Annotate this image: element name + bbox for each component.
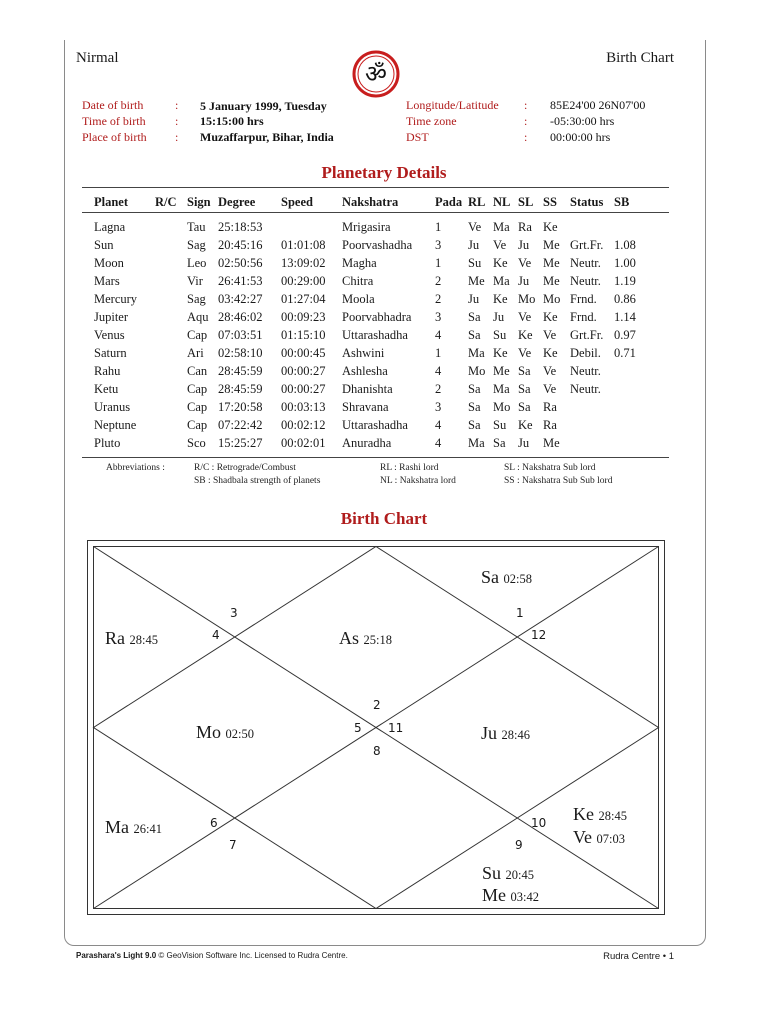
planet-venus: Ve 07:03 bbox=[573, 827, 625, 847]
house-number: 9 bbox=[515, 838, 523, 852]
table-cell: Mo bbox=[543, 291, 561, 306]
house-number: 6 bbox=[210, 816, 218, 830]
table-cell bbox=[155, 326, 187, 344]
table-bottom-rule bbox=[82, 457, 669, 458]
table-cell: Ke bbox=[518, 327, 533, 342]
house-number: 3 bbox=[230, 606, 238, 620]
license-text: © GeoVision Software Inc. Licensed to Rudra Centre. bbox=[156, 951, 348, 960]
separator: : bbox=[175, 98, 179, 112]
abbr-sb: SB : Shadbala strength of planets bbox=[194, 476, 321, 486]
planetary-details-title: Planetary Details bbox=[321, 163, 447, 182]
table-cell: 17:20:58 bbox=[218, 399, 263, 414]
table-cell: Ve bbox=[518, 255, 532, 270]
table-cell bbox=[155, 362, 187, 380]
table-cell: Ashwini bbox=[342, 345, 385, 360]
table-cell: 4 bbox=[435, 417, 442, 432]
table-cell: 4 bbox=[435, 435, 442, 450]
table-cell: 26:41:53 bbox=[218, 273, 263, 288]
planet-rahu: Ra 28:45 bbox=[105, 628, 158, 648]
table-cell: Mo bbox=[468, 363, 486, 378]
table-cell: Ra bbox=[543, 399, 557, 414]
table-cell: Grt.Fr. bbox=[570, 237, 604, 252]
table-cell: 00:00:27 bbox=[281, 363, 326, 378]
table-cell: 4 bbox=[435, 363, 442, 378]
table-cell: Neptune bbox=[94, 417, 137, 432]
house-number: 2 bbox=[373, 698, 381, 712]
table-cell bbox=[614, 380, 669, 398]
table-row bbox=[82, 398, 669, 416]
table-cell: Sa bbox=[518, 399, 531, 414]
table-cell: 0.86 bbox=[614, 291, 636, 306]
date-value: 5 January 1999, Tuesday bbox=[200, 99, 327, 113]
table-cell: Neutr. bbox=[570, 381, 601, 396]
table-cell: 00:09:23 bbox=[281, 309, 326, 324]
footer-credit bbox=[76, 951, 348, 960]
house-number: 12 bbox=[531, 628, 547, 642]
table-cell: Moola bbox=[342, 291, 375, 306]
table-cell: 1 bbox=[435, 219, 442, 234]
table-cell: Sun bbox=[94, 237, 114, 252]
chart-lines bbox=[87, 540, 665, 915]
table-row bbox=[82, 308, 669, 326]
table-cell: Magha bbox=[342, 255, 377, 270]
table-cell: Venus bbox=[94, 327, 125, 342]
abbr-ss: SS : Nakshatra Sub Sub lord bbox=[504, 476, 613, 486]
table-cell: Poorvabhadra bbox=[342, 309, 412, 324]
table-cell: Cap bbox=[187, 381, 208, 396]
table-cell: Ra bbox=[518, 219, 532, 234]
table-cell: Me bbox=[543, 435, 560, 450]
planet-moon: Mo 02:50 bbox=[196, 722, 254, 742]
table-cell: Ve bbox=[518, 345, 532, 360]
table-cell bbox=[614, 362, 669, 380]
table-cell: Vir bbox=[187, 273, 203, 288]
planet-jupiter: Ju 28:46 bbox=[481, 723, 530, 743]
table-cell: 01:15:10 bbox=[281, 327, 326, 342]
table-cell: Neutr. bbox=[570, 255, 601, 270]
dst-value: 00:00:00 hrs bbox=[550, 130, 611, 144]
table-cell: 0.71 bbox=[614, 345, 636, 360]
table-cell: 00:02:12 bbox=[281, 417, 326, 432]
table-row bbox=[82, 272, 669, 290]
column-header: Sign bbox=[187, 194, 211, 209]
table-cell bbox=[614, 434, 669, 452]
separator: : bbox=[524, 130, 528, 144]
table-cell bbox=[155, 236, 187, 254]
table-cell: Leo bbox=[187, 255, 207, 270]
planetary-details-table bbox=[82, 192, 669, 452]
table-cell: Anuradha bbox=[342, 435, 392, 450]
table-cell: Ke bbox=[518, 417, 533, 432]
table-cell: 00:00:45 bbox=[281, 345, 326, 360]
document-title: Birth Chart bbox=[606, 50, 674, 66]
table-cell bbox=[155, 344, 187, 362]
table-cell: Moon bbox=[94, 255, 124, 270]
table-row bbox=[82, 212, 669, 236]
table-cell: 15:25:27 bbox=[218, 435, 263, 450]
table-cell: Ke bbox=[543, 219, 558, 234]
table-cell: Ve bbox=[543, 363, 557, 378]
table-cell: Me bbox=[468, 273, 485, 288]
table-row bbox=[82, 254, 669, 272]
table-row bbox=[82, 416, 669, 434]
table-cell: Ma bbox=[468, 345, 485, 360]
table-row bbox=[82, 380, 669, 398]
table-cell bbox=[614, 398, 669, 416]
time-label: Time of birth bbox=[82, 114, 146, 128]
table-cell: Ketu bbox=[94, 381, 119, 396]
column-header: Nakshatra bbox=[342, 194, 399, 209]
table-cell bbox=[570, 212, 614, 236]
table-cell: Ma bbox=[493, 381, 510, 396]
table-cell: Poorvashadha bbox=[342, 237, 413, 252]
table-cell bbox=[614, 212, 669, 236]
place-value: Muzaffarpur, Bihar, India bbox=[200, 130, 334, 144]
column-header: Speed bbox=[281, 194, 313, 209]
table-cell: Uttarashadha bbox=[342, 327, 408, 342]
table-cell: 00:00:27 bbox=[281, 381, 326, 396]
table-cell: 3 bbox=[435, 399, 442, 414]
house-number: 4 bbox=[212, 628, 220, 642]
table-cell bbox=[155, 272, 187, 290]
table-cell: Sa bbox=[468, 417, 481, 432]
table-cell: 4 bbox=[435, 327, 442, 342]
table-cell: Su bbox=[493, 417, 507, 432]
date-label: Date of birth bbox=[82, 98, 144, 112]
planet-sun: Su 20:45 bbox=[482, 863, 534, 883]
table-cell: 13:09:02 bbox=[281, 255, 326, 270]
table-cell: Grt.Fr. bbox=[570, 327, 604, 342]
table-cell: Ju bbox=[518, 435, 530, 450]
table-cell: 28:46:02 bbox=[218, 309, 263, 324]
person-name: Nirmal bbox=[76, 50, 119, 66]
table-cell: 07:03:51 bbox=[218, 327, 263, 342]
table-cell: Su bbox=[468, 255, 482, 270]
table-cell: 1.00 bbox=[614, 255, 636, 270]
table-cell: Su bbox=[493, 327, 507, 342]
table-cell: Ve bbox=[493, 237, 507, 252]
table-row bbox=[82, 236, 669, 254]
table-top-rule bbox=[82, 187, 669, 188]
table-cell bbox=[614, 416, 669, 434]
table-cell: Uttarashadha bbox=[342, 417, 408, 432]
table-cell: Me bbox=[493, 363, 510, 378]
planet-saturn: Sa 02:58 bbox=[481, 567, 532, 587]
longlat-label: Longitude/Latitude bbox=[406, 98, 499, 112]
table-cell bbox=[155, 308, 187, 326]
table-cell: 25:18:53 bbox=[218, 219, 263, 234]
table-cell: Dhanishta bbox=[342, 381, 393, 396]
abbr-rc: R/C : Retrograde/Combust bbox=[194, 463, 296, 473]
table-cell: Ke bbox=[493, 345, 508, 360]
table-cell: 1 bbox=[435, 345, 442, 360]
table-cell: Sa bbox=[468, 327, 481, 342]
table-cell bbox=[570, 434, 614, 452]
svg-text:ॐ: ॐ bbox=[365, 60, 387, 88]
table-cell bbox=[155, 380, 187, 398]
table-cell: Sa bbox=[468, 309, 481, 324]
table-cell bbox=[155, 212, 187, 236]
table-cell bbox=[155, 398, 187, 416]
table-cell: 28:45:59 bbox=[218, 381, 263, 396]
table-cell: Frnd. bbox=[570, 309, 597, 324]
table-cell bbox=[155, 290, 187, 308]
place-label: Place of birth bbox=[82, 130, 147, 144]
table-cell: Ma bbox=[493, 273, 510, 288]
table-cell: Ari bbox=[187, 345, 204, 360]
time-value: 15:15:00 hrs bbox=[200, 114, 264, 128]
table-cell: Aqu bbox=[187, 309, 209, 324]
footer-page: Rudra Centre • 1 bbox=[603, 951, 674, 962]
table-row bbox=[82, 290, 669, 308]
abbr-sl: SL : Nakshatra Sub lord bbox=[504, 463, 596, 473]
table-cell: Saturn bbox=[94, 345, 127, 360]
house-number: 11 bbox=[388, 721, 404, 735]
table-cell: Mercury bbox=[94, 291, 138, 306]
abbr-rl: RL : Rashi lord bbox=[380, 463, 439, 473]
table-cell: Ve bbox=[468, 219, 482, 234]
table-cell: 2 bbox=[435, 381, 442, 396]
table-cell bbox=[281, 212, 342, 236]
column-header: SB bbox=[614, 194, 630, 209]
table-cell: Sa bbox=[518, 381, 531, 396]
table-cell: Mrigasira bbox=[342, 219, 391, 234]
table-cell bbox=[155, 254, 187, 272]
table-cell: Sco bbox=[187, 435, 206, 450]
abbreviations-heading: Abbreviations : bbox=[106, 463, 165, 473]
table-cell: 07:22:42 bbox=[218, 417, 263, 432]
table-cell: 3 bbox=[435, 237, 442, 252]
table-cell bbox=[155, 434, 187, 452]
table-cell: Ve bbox=[543, 381, 557, 396]
table-row bbox=[82, 434, 669, 452]
column-header: SS bbox=[543, 194, 557, 209]
timezone-value: -05:30:00 hrs bbox=[550, 114, 615, 128]
table-cell: 02:50:56 bbox=[218, 255, 263, 270]
table-cell: Me bbox=[543, 237, 560, 252]
table-cell: 20:45:16 bbox=[218, 237, 263, 252]
dst-label: DST bbox=[406, 130, 429, 144]
table-cell: Ju bbox=[518, 237, 530, 252]
table-cell: Sag bbox=[187, 237, 206, 252]
table-cell: Rahu bbox=[94, 363, 121, 378]
table-cell: Debil. bbox=[570, 345, 601, 360]
longlat-value: 85E24'00 26N07'00 bbox=[550, 98, 646, 112]
birth-chart-title: Birth Chart bbox=[340, 509, 428, 528]
table-cell: 28:45:59 bbox=[218, 363, 263, 378]
table-cell bbox=[570, 398, 614, 416]
table-cell: Lagna bbox=[94, 219, 126, 234]
table-cell: Cap bbox=[187, 417, 208, 432]
table-cell bbox=[155, 416, 187, 434]
table-cell: Sa bbox=[468, 399, 481, 414]
table-cell: 3 bbox=[435, 309, 442, 324]
planet-mercury: Me 03:42 bbox=[482, 885, 539, 905]
table-cell: Ke bbox=[493, 291, 508, 306]
table-cell: 1.08 bbox=[614, 237, 636, 252]
table-cell: Uranus bbox=[94, 399, 131, 414]
table-cell: Sa bbox=[518, 363, 531, 378]
table-cell: 00:02:01 bbox=[281, 435, 326, 450]
separator: : bbox=[524, 114, 528, 128]
column-header: Pada bbox=[435, 194, 463, 209]
column-header: Status bbox=[570, 194, 604, 209]
separator: : bbox=[175, 114, 179, 128]
table-cell: Chitra bbox=[342, 273, 374, 288]
table-cell: Ma bbox=[468, 435, 485, 450]
table-row bbox=[82, 362, 669, 380]
separator: : bbox=[524, 98, 528, 112]
table-cell: Cap bbox=[187, 399, 208, 414]
table-cell: 01:01:08 bbox=[281, 237, 326, 252]
table-cell: Ju bbox=[493, 309, 505, 324]
table-body bbox=[82, 212, 669, 452]
table-cell: Pluto bbox=[94, 435, 121, 450]
timezone-label: Time zone bbox=[406, 114, 457, 128]
table-cell: Me bbox=[543, 273, 560, 288]
table-cell: Ju bbox=[468, 237, 480, 252]
table-cell: Mo bbox=[518, 291, 536, 306]
column-header: Planet bbox=[94, 194, 129, 209]
table-cell: Ashlesha bbox=[342, 363, 388, 378]
table-cell: 03:42:27 bbox=[218, 291, 263, 306]
table-cell: Me bbox=[543, 255, 560, 270]
table-cell: Sag bbox=[187, 291, 206, 306]
table-cell: Ve bbox=[518, 309, 532, 324]
column-header: RL bbox=[468, 194, 486, 209]
table-row bbox=[82, 344, 669, 362]
table-cell: Frnd. bbox=[570, 291, 597, 306]
separator: : bbox=[175, 130, 179, 144]
table-cell: 0.97 bbox=[614, 327, 636, 342]
table-cell: Cap bbox=[187, 327, 208, 342]
planet-ketu: Ke 28:45 bbox=[573, 804, 627, 824]
table-cell: 1.19 bbox=[614, 273, 636, 288]
table-cell: Can bbox=[187, 363, 208, 378]
planet-ascendant: As 25:18 bbox=[339, 628, 392, 648]
table-cell: Tau bbox=[187, 219, 206, 234]
table-cell: 01:27:04 bbox=[281, 291, 326, 306]
table-cell: 00:03:13 bbox=[281, 399, 326, 414]
column-header: R/C bbox=[155, 194, 177, 209]
table-cell bbox=[570, 416, 614, 434]
column-header: SL bbox=[518, 194, 534, 209]
product-name: Parashara's Light 9.0 bbox=[76, 951, 157, 960]
abbr-nl: NL : Nakshatra lord bbox=[380, 476, 456, 486]
table-cell: Jupiter bbox=[94, 309, 129, 324]
table-cell: Sa bbox=[468, 381, 481, 396]
house-number: 1 bbox=[516, 606, 524, 620]
table-header-row bbox=[82, 192, 669, 212]
table-cell: Shravana bbox=[342, 399, 389, 414]
table-cell: Ju bbox=[518, 273, 530, 288]
table-cell: Ke bbox=[493, 255, 508, 270]
birth-chart-diagram bbox=[87, 540, 665, 915]
table-cell: Mo bbox=[493, 399, 511, 414]
table-cell: Ra bbox=[543, 417, 557, 432]
table-cell: Neutr. bbox=[570, 273, 601, 288]
table-cell: 00:29:00 bbox=[281, 273, 326, 288]
house-number: 5 bbox=[354, 721, 362, 735]
table-cell: 2 bbox=[435, 273, 442, 288]
table-row bbox=[82, 326, 669, 344]
om-symbol-icon bbox=[350, 48, 402, 100]
table-cell: Sa bbox=[493, 435, 506, 450]
table-cell: Ve bbox=[543, 327, 557, 342]
table-cell: 1.14 bbox=[614, 309, 636, 324]
planet-mars: Ma 26:41 bbox=[105, 817, 162, 837]
table-cell: Ma bbox=[493, 219, 510, 234]
table-cell: Ke bbox=[543, 345, 558, 360]
table-cell: 1 bbox=[435, 255, 442, 270]
table-cell: 02:58:10 bbox=[218, 345, 263, 360]
house-number: 7 bbox=[229, 838, 237, 852]
table-cell: Ke bbox=[543, 309, 558, 324]
column-header: NL bbox=[493, 194, 511, 209]
table-cell: Neutr. bbox=[570, 363, 601, 378]
house-number: 10 bbox=[531, 816, 547, 830]
table-cell: Mars bbox=[94, 273, 120, 288]
house-number: 8 bbox=[373, 744, 381, 758]
table-cell: 2 bbox=[435, 291, 442, 306]
column-header: Degree bbox=[218, 194, 256, 209]
table-cell: Ju bbox=[468, 291, 480, 306]
